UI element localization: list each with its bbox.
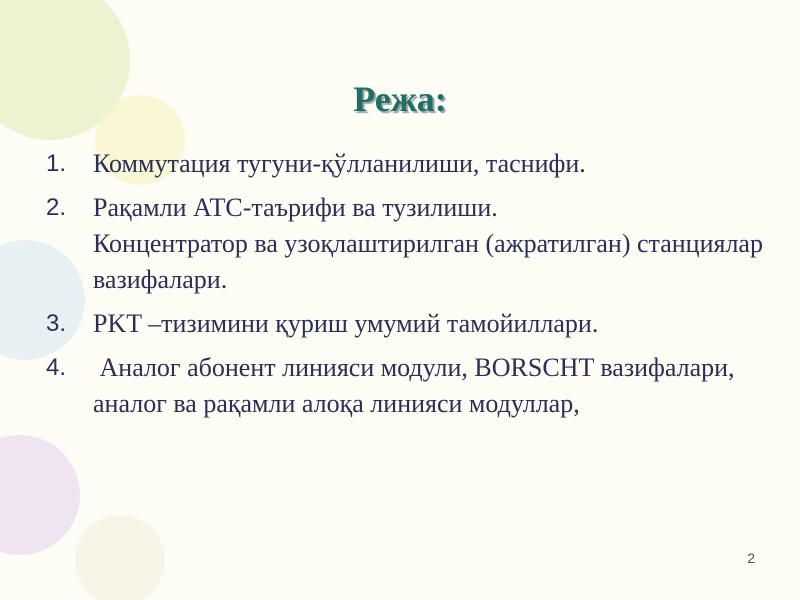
list-item: [46, 306, 766, 342]
item-number: 3.: [46, 310, 67, 337]
item-text: PKT –тизимини қуриш умумий тамойиллари.: [93, 309, 599, 338]
item-number: 2.: [46, 194, 67, 221]
item-text: Аналог абонент линияси модули, BORSCHT вазифалари, аналог ва рақамли алоқа линияси модуллар,: [93, 353, 742, 418]
item-text: Рақамли АТС-таърифи ва тузилиши. Концентратор ва узоқлаштирилган (ажратилган) станциялар вазифалари.: [93, 193, 763, 294]
decorative-circle-purple: [0, 435, 80, 555]
page-number: 2: [747, 550, 755, 566]
agenda-list: [46, 146, 766, 430]
item-number: 1.: [46, 150, 67, 177]
decorative-circle-pale: [75, 515, 165, 600]
slide-title: Режа:: [353, 79, 447, 119]
list-item: [46, 350, 766, 422]
item-number: 4.: [46, 354, 67, 381]
item-text: Коммутация тугуни-қўлланилиши, таснифи.: [93, 149, 586, 178]
list-item: [46, 146, 766, 182]
list-item: [46, 190, 766, 298]
